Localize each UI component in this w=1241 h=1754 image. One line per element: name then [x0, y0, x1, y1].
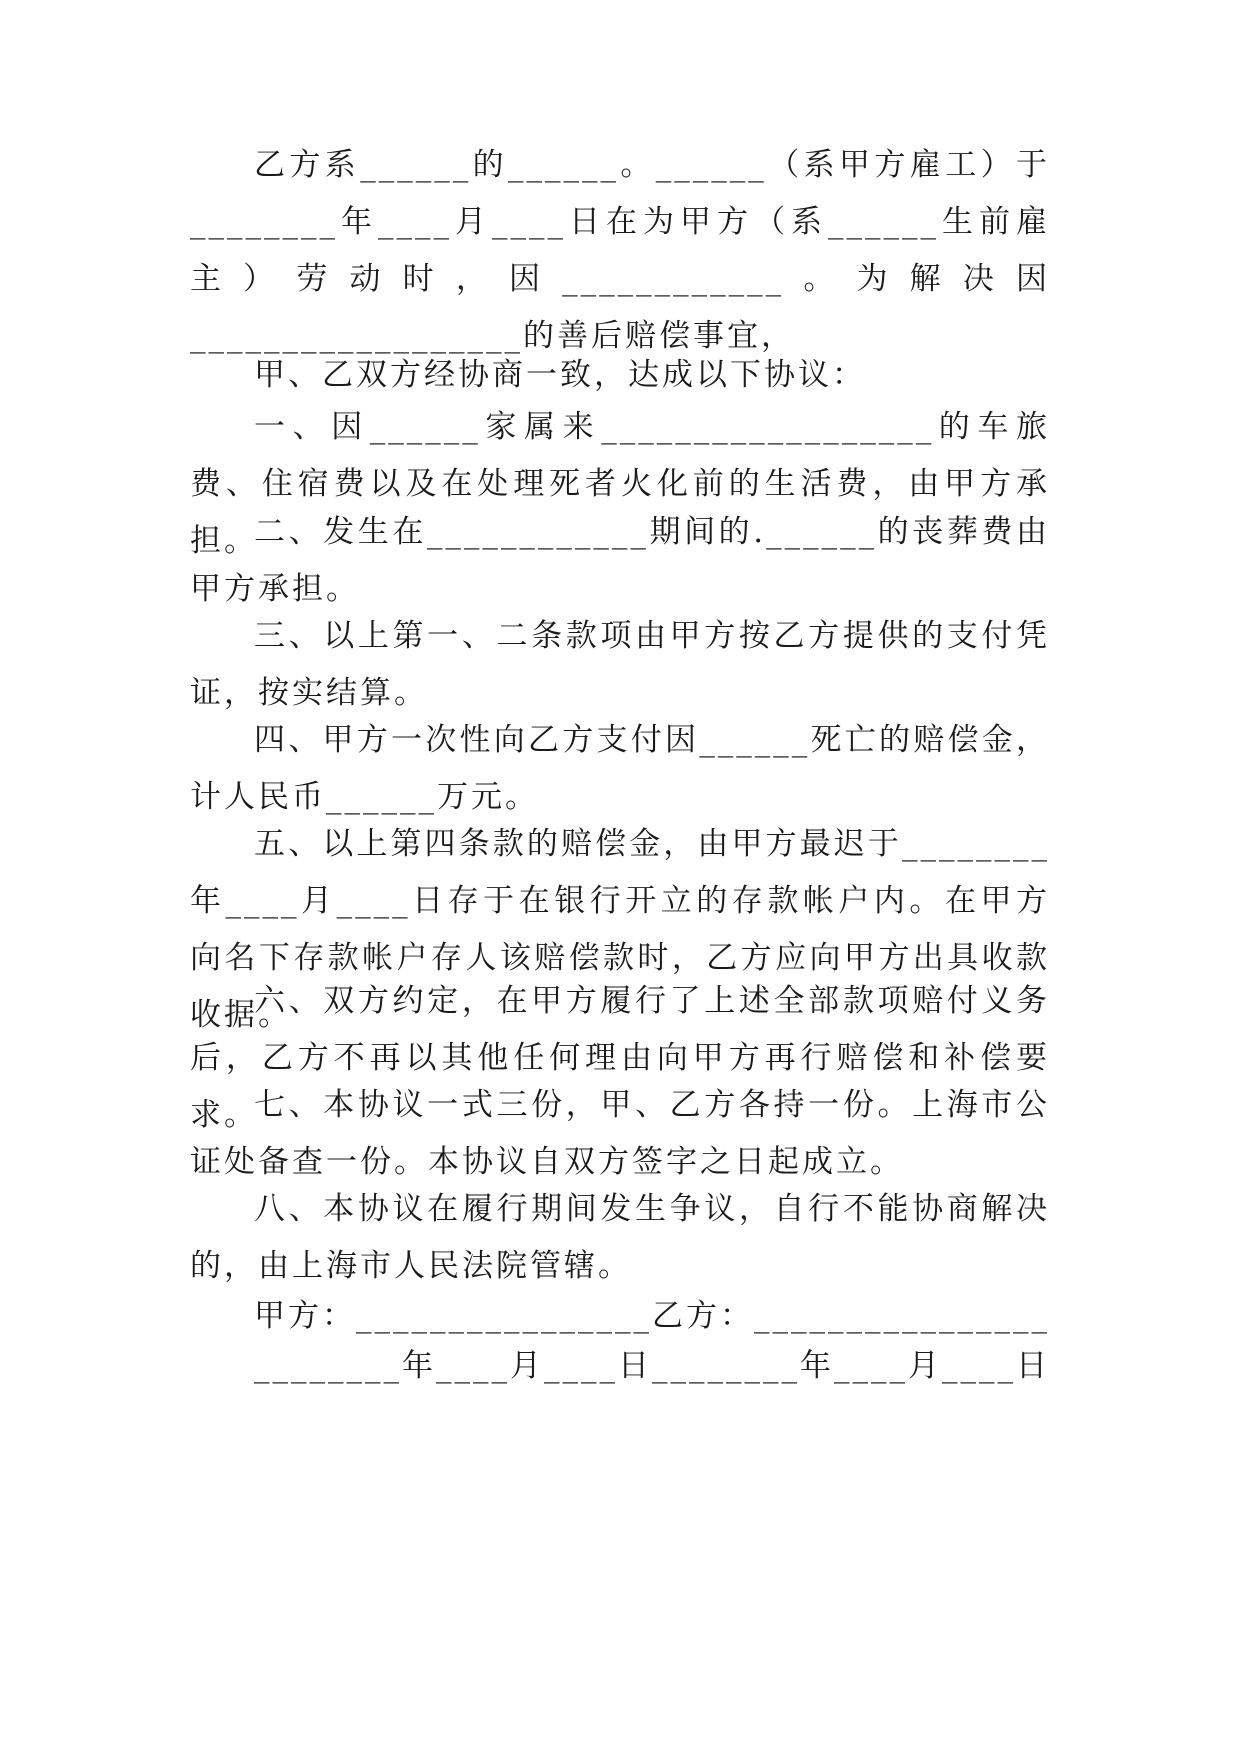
- clause-8: 八、本协议在履行期间发生争议，自行不能协商解决的，由上海市人民法院管辖。: [190, 1191, 1050, 1284]
- clause-7: 七、本协议一式三份，甲、乙方各持一份。上海市公证处备查一份。本协议自双方签字之日起成立。: [190, 1087, 1050, 1180]
- paragraph-agreement: 甲、乙双方经协商一致，达成以下协议：: [254, 357, 866, 393]
- paragraph-intro: 乙方系______的______。______（系甲方雇工）于________年____月____日在为甲方（系______生前雇主）劳动时，因____________。为解决因__________________的善后赔偿事宜，: [190, 147, 1050, 354]
- clause-2: 二、发生在____________期间的.______的丧葬费由甲方承担。: [190, 514, 1050, 607]
- clause-6: 六、双方约定，在甲方履行了上述全部款项赔付义务后，乙方不再以其他任何理由向甲方再行赔偿和补偿要求。: [190, 983, 1050, 1133]
- date-line: ________年____月____日________年____月____日: [254, 1348, 1050, 1384]
- clause-4: 四、甲方一次性向乙方支付因______死亡的赔偿金，计人民币______万元。: [190, 722, 1050, 815]
- signature-line: 甲方：________________乙方：________________: [254, 1298, 1050, 1334]
- clause-3: 三、以上第一、二条款项由甲方按乙方提供的支付凭证，按实结算。: [190, 618, 1050, 711]
- clause-1: 一、因______家属来__________________的车旅费、住宿费以及在处理死者火化前的生活费，由甲方承担。: [190, 409, 1050, 559]
- clause-5: 五、以上第四条款的赔偿金，由甲方最迟于________年____月____日存于在银行开立的存款帐户内。在甲方向名下存款帐户存人该赔偿款时，乙方应向甲方出具收款收据。: [190, 826, 1050, 1033]
